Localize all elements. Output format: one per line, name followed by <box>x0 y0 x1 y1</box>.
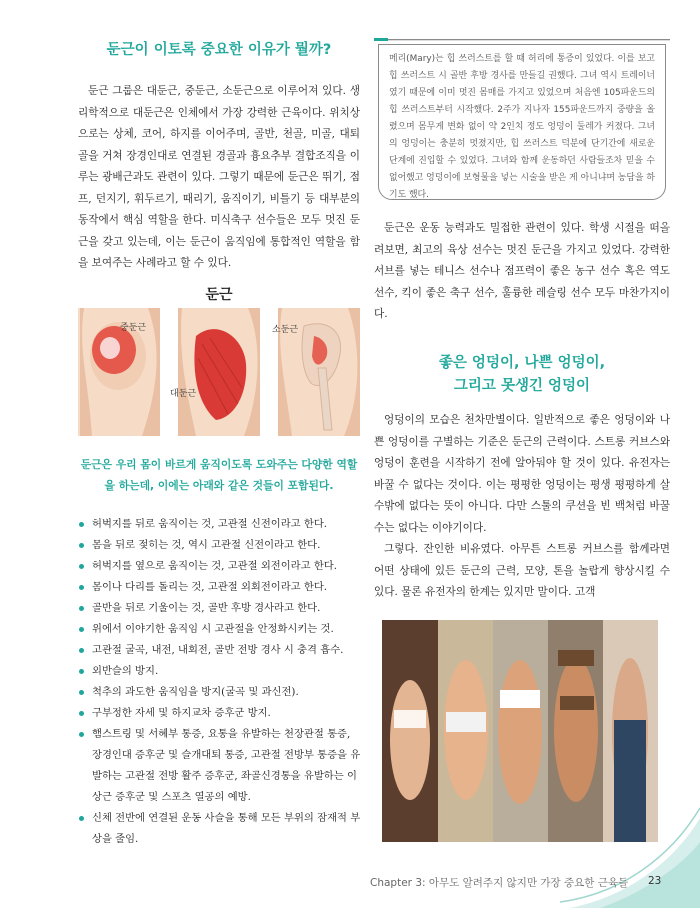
right-column-lower <box>374 410 670 604</box>
list-item: 허벅지를 옆으로 움직이는 것, 고관절 외전이라고 한다. <box>78 556 362 577</box>
list-item: 구부정한 자세 및 하지교차 증후군 방지. <box>78 703 362 724</box>
chapter-title: Chapter 3: 아무도 알려주지 않지만 가장 중요한 근육들 <box>370 877 629 889</box>
athletics-paragraph: 둔근은 운동 능력과도 밀접한 관련이 있다. 학생 시절을 떠올려보면, 최고의 육상 선수는 멋진 둔근을 가지고 있었다. 강력한 서브를 넣는 테니스 선수나 점프력이 좋은 농구 선수 혹은 역도 선수, 킥이 좋은 축구 선수, 훌륭한 레슬링 선수 모두 마찬가지이다. <box>374 222 670 320</box>
list-item: 신체 전반에 연결된 운동 사슬을 통해 모든 부위의 잠재적 부상을 줄임. <box>78 808 362 850</box>
figure-caption: 둔근은 우리 몸이 바르게 움직이도록 도와주는 다양한 역할을 하는데, 이에는 아래와 같은 것들이 포함된다. <box>80 458 358 492</box>
label-gluteus-maximus: 대둔근 <box>170 389 197 399</box>
strong-curves-paragraph: 그렇다. 잔인한 비유였다. 아무튼 스트롱 커브스를 함께라면 어떤 상태에 있든 둔근의 근력, 모양, 톤을 놀랍게 향상시킬 수 있다. 물론 유전자의 한계는 있지만 말이다. 고객 <box>374 543 670 598</box>
glute-shape-paragraph: 엉덩이의 모습은 천차만별이다. 일반적으로 좋은 엉덩이와 나쁜 엉덩이를 구별하는 기준은 둔근의 근력이다. 스트롱 커브스와 엉덩이 훈련을 시작하기 전에 알아둬야 할 것이 있다. 유전자는 바꿀 수 없다는 것이다. 이는 평평한 엉덩이는 평생 평평하게 살 수밖에 없다는 뜻이 아니다. 다만 스툴의 쿠션을 빈 백처럼 바꿀 수는 없다는 이야기이다. <box>374 414 670 534</box>
section-heading-good-bad-ugly <box>374 352 670 398</box>
page-footer <box>370 875 662 890</box>
decorative-swoosh <box>560 798 700 908</box>
list-item: 외반슬의 방지. <box>78 661 362 682</box>
list-item: 위에서 이야기한 움직임 시 고관절을 안정화시키는 것. <box>78 619 362 640</box>
right-heading-wrap <box>374 352 670 398</box>
figure-title-wrap <box>78 284 360 304</box>
label-gluteus-medius: 중둔근 <box>120 323 147 333</box>
glute-muscle-figure <box>78 308 360 436</box>
glute-functions-list <box>78 514 362 850</box>
list-item: 햄스트링 및 서혜부 통증, 요통을 유발하는 천장관절 통증, 장경인대 증후군 및 슬개대퇴 통증, 고관절 전방부 통증을 유발하는 고관절 전방 활주 증후군, 좌골신경통을 유발하는 이상근 증후군 및 스포츠 열공의 예방. <box>78 724 362 808</box>
sidebar-box-top-rule <box>374 38 670 41</box>
right-column-upper <box>374 218 670 326</box>
heading-line-1: 좋은 엉덩이, 나쁜 엉덩이, <box>438 355 606 371</box>
heading-line-2: 그리고 못생긴 엉덩이 <box>453 378 591 394</box>
label-gluteus-minimus: 소둔근 <box>272 325 299 335</box>
list-item: 몸이나 다리를 돌리는 것, 고관절 외회전이라고 한다. <box>78 577 362 598</box>
page-number: 23 <box>648 875 662 887</box>
figure-title: 둔근 <box>205 287 233 303</box>
list-item: 허벅지를 뒤로 움직이는 것, 고관절 신전이라고 한다. <box>78 514 362 535</box>
list-item: 몸을 뒤로 젖히는 것, 역시 고관절 신전이라고 한다. <box>78 535 362 556</box>
left-column <box>78 40 360 275</box>
glutes-intro-paragraph: 둔근 그룹은 대둔근, 중둔근, 소둔근으로 이루어져 있다. 생리학적으로 대둔근은 인체에서 가장 강력한 근육이다. 위치상으로는 상체, 코어, 하지를 이어주며, 골반, 천골, 미골, 대퇴골을 거쳐 장경인대로 연결된 경골과 흉요추부 결합조직을 이루는 광배근과도 관련이 있다. 그렇기 때문에 둔근은 뛰기, 점프, 던지기, 휘두르기, 때리기, 움직이기, 비틀기 등 대부분의 동작에서 핵심 역할을 한다. 미식축구 선수들은 모두 멋진 둔근을 갖고 있는데, 이는 둔근이 움직임에 통합적인 역할을 함을 보여주는 사례라고 할 수 있다. <box>78 85 360 270</box>
anecdote-box <box>378 44 666 200</box>
anecdote-text: 메리(Mary)는 힙 쓰러스트를 할 때 허리에 통증이 있었다. 이를 보고 힙 쓰러스트 시 골반 후방 경사를 만들길 권했다. 그녀 역시 트레이너였기 때문에 이미 멋진 몸매를 가지고 있었으며 처음엔 105파운드의 힙 쓰러스트부터 시작했다. 2주가 지나자 155파운드까지 중량을 올렸으며 몸무게 변화 없이 약 2인치 정도 엉덩이 둘레가 커졌다. 그녀의 엉덩이는 충분히 멋졌지만, 힙 쓰러스트 덕분에 단기간에 새로운 단계에 진입할 수 있었다. 그녀와 함께 운동하던 사람들조차 믿을 수 없어했고 엉덩이에 보형물을 넣는 시술을 받은 게 아니냐며 농담을 하기도 했다. <box>389 54 655 200</box>
section-heading-glutes: 둔근이 이토록 중요한 이유가 뭘까? <box>106 42 332 58</box>
list-item: 고관절 굴곡, 내전, 내회전, 골반 전방 경사 시 충격 흡수. <box>78 640 362 661</box>
list-item: 척추의 과도한 움직임을 방지(굴곡 및 과신전). <box>78 682 362 703</box>
list-item: 골반을 뒤로 기울이는 것, 골반 후방 경사라고 한다. <box>78 598 362 619</box>
